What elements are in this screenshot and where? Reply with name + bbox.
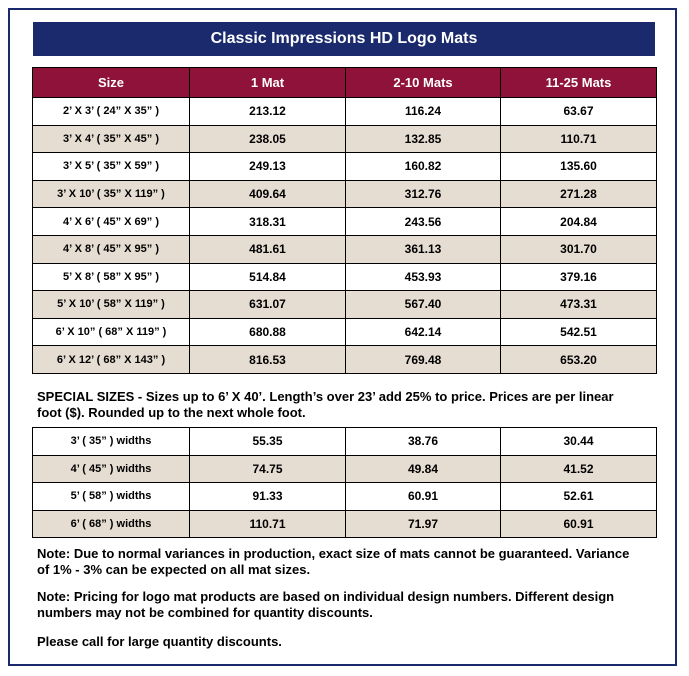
price-2-10-mats: 312.76 (346, 180, 501, 208)
price-1-mat: 249.13 (190, 153, 346, 181)
table-row (33, 263, 657, 291)
price-11-25-mats: 653.20 (501, 346, 657, 374)
size-cell: 6’ X 10” ( 68” X 119” ) (33, 318, 190, 346)
special-sizes-table (32, 427, 657, 538)
price-11-25-mats: 110.71 (501, 125, 657, 153)
price-11-25-mats: 204.84 (501, 208, 657, 236)
size-cell: 2’ X 3’ ( 24” X 35” ) (33, 98, 190, 126)
table-row (33, 180, 657, 208)
table-row (33, 153, 657, 181)
size-cell: 3’ X 4’ ( 35” X 45” ) (33, 125, 190, 153)
table-row (33, 483, 657, 511)
table-row (33, 510, 657, 538)
price-1-mat: 110.71 (190, 510, 346, 538)
size-cell: 5’ X 10’ ( 58” X 119” ) (33, 291, 190, 319)
price-11-25-mats: 63.67 (501, 98, 657, 126)
width-cell: 6’ ( 68” ) widths (33, 510, 190, 538)
price-2-10-mats: 49.84 (346, 455, 501, 483)
price-2-10-mats: 116.24 (346, 98, 501, 126)
table-row (33, 98, 657, 126)
price-2-10-mats: 642.14 (346, 318, 501, 346)
price-11-25-mats: 135.60 (501, 153, 657, 181)
price-1-mat: 74.75 (190, 455, 346, 483)
price-1-mat: 481.61 (190, 235, 346, 263)
price-11-25-mats: 379.16 (501, 263, 657, 291)
note-design-pricing: Note: Pricing for logo mat products are based on individual design numbers. Different design numbers may not be combined for quantity discounts. (37, 589, 615, 620)
size-cell: 3’ X 10’ ( 35” X 119” ) (33, 180, 190, 208)
price-1-mat: 91.33 (190, 483, 346, 511)
price-1-mat: 631.07 (190, 291, 346, 319)
price-table (32, 67, 657, 374)
price-11-25-mats: 542.51 (501, 318, 657, 346)
price-2-10-mats: 567.40 (346, 291, 501, 319)
table-row (33, 208, 657, 236)
price-2-10-mats: 60.91 (346, 483, 501, 511)
price-2-10-mats: 453.93 (346, 263, 501, 291)
table-row (33, 125, 657, 153)
price-1-mat: 816.53 (190, 346, 346, 374)
note-size-variance: Note: Due to normal variances in production, exact size of mats cannot be guaranteed. Variance of 1% - 3% can be expected on all mat sizes. (37, 546, 630, 577)
price-11-25-mats: 473.31 (501, 291, 657, 319)
price-11-25-mats: 30.44 (501, 428, 657, 456)
width-cell: 5’ ( 58” ) widths (33, 483, 190, 511)
size-cell: 5’ X 8’ ( 58” X 95” ) (33, 263, 190, 291)
price-1-mat: 680.88 (190, 318, 346, 346)
price-2-10-mats: 38.76 (346, 428, 501, 456)
special-sizes-text: SPECIAL SIZES - Sizes up to 6’ X 40’. Length’s over 23’ add 25% to price. Prices are per linear foot ($). Rounded up to the next whole foot. (37, 389, 614, 420)
price-2-10-mats: 160.82 (346, 153, 501, 181)
header-1-mat: 1 Mat (190, 68, 346, 98)
price-2-10-mats: 243.56 (346, 208, 501, 236)
price-1-mat: 318.31 (190, 208, 346, 236)
page-title: Classic Impressions HD Logo Mats (33, 22, 655, 56)
note-quantity-discounts: Please call for large quantity discounts. (37, 634, 282, 649)
price-2-10-mats: 361.13 (346, 235, 501, 263)
width-cell: 4’ ( 45” ) widths (33, 455, 190, 483)
price-2-10-mats: 132.85 (346, 125, 501, 153)
price-11-25-mats: 52.61 (501, 483, 657, 511)
table-row (33, 428, 657, 456)
size-cell: 4’ X 8’ ( 45” X 95” ) (33, 235, 190, 263)
price-1-mat: 55.35 (190, 428, 346, 456)
price-2-10-mats: 71.97 (346, 510, 501, 538)
price-1-mat: 238.05 (190, 125, 346, 153)
header-11-25-mats: 11-25 Mats (501, 68, 657, 98)
price-table-header-row (33, 68, 657, 98)
header-2-10-mats: 2-10 Mats (346, 68, 501, 98)
size-cell: 6’ X 12’ ( 68” X 143” ) (33, 346, 190, 374)
price-11-25-mats: 60.91 (501, 510, 657, 538)
table-row (33, 318, 657, 346)
price-11-25-mats: 41.52 (501, 455, 657, 483)
table-row (33, 291, 657, 319)
size-cell: 3’ X 5’ ( 35” X 59” ) (33, 153, 190, 181)
price-1-mat: 213.12 (190, 98, 346, 126)
price-1-mat: 409.64 (190, 180, 346, 208)
table-row (33, 235, 657, 263)
table-row (33, 455, 657, 483)
header-size: Size (33, 68, 190, 98)
price-1-mat: 514.84 (190, 263, 346, 291)
size-cell: 4’ X 6’ ( 45” X 69” ) (33, 208, 190, 236)
table-row (33, 346, 657, 374)
price-2-10-mats: 769.48 (346, 346, 501, 374)
price-11-25-mats: 301.70 (501, 235, 657, 263)
width-cell: 3’ ( 35” ) widths (33, 428, 190, 456)
price-11-25-mats: 271.28 (501, 180, 657, 208)
